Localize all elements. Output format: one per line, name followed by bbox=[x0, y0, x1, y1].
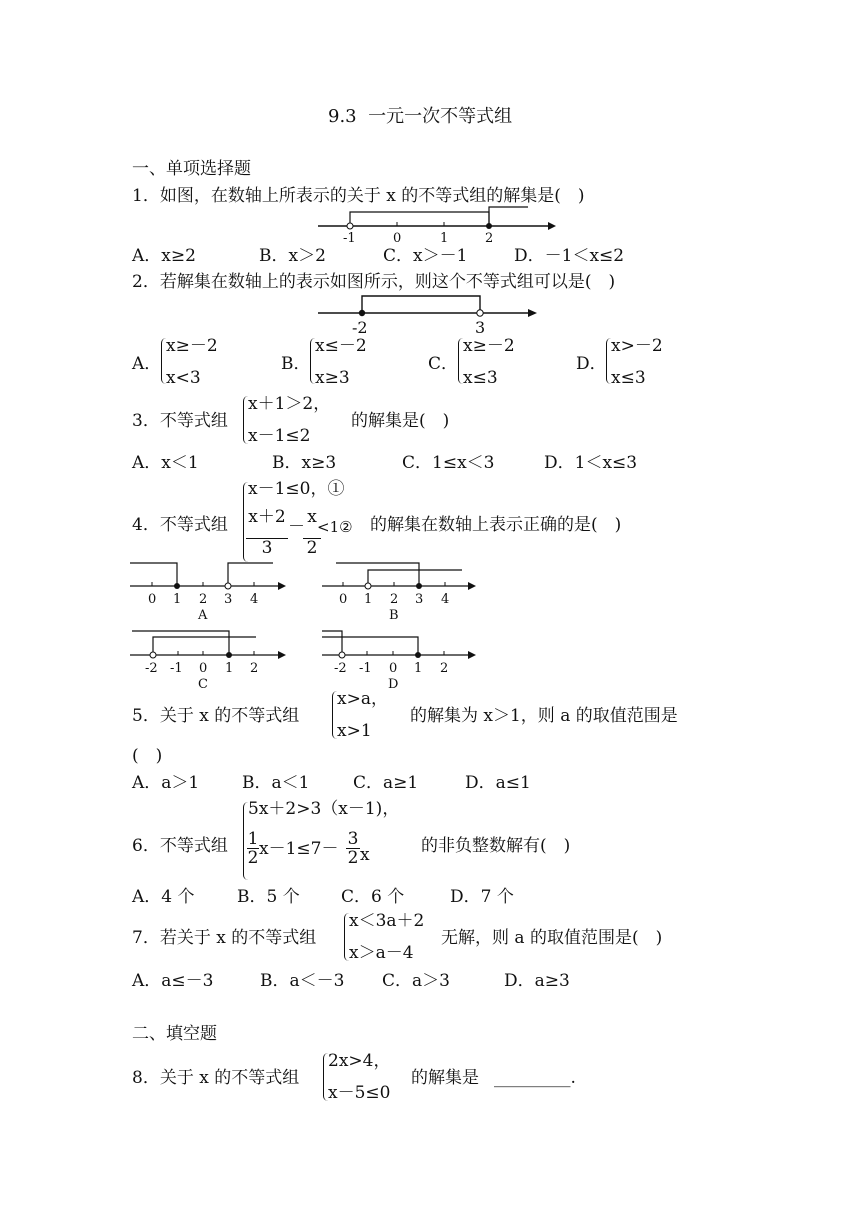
q4-b-tick: 0 bbox=[339, 592, 348, 607]
q3-option-b: B．x≥3 bbox=[272, 453, 337, 473]
q6-option-a: A．4 个 bbox=[132, 887, 195, 907]
page-title: 9.3 一元一次不等式组 bbox=[328, 106, 513, 127]
q4-a-tick: 1 bbox=[173, 592, 182, 607]
q4-d-tick: 2 bbox=[440, 661, 449, 676]
q3-prefix: 3．不等式组 bbox=[132, 411, 228, 431]
q4-c-tick: -2 bbox=[145, 661, 158, 676]
q5-line2: x>1 bbox=[337, 721, 372, 741]
q5-line1: x>a， bbox=[337, 689, 388, 709]
q4-c-tick: 2 bbox=[250, 661, 259, 676]
q2-option-c-label: C． bbox=[428, 354, 459, 374]
q6-line1: 5x＋2>3（x－1)， bbox=[248, 799, 400, 819]
q4-b-tick: 2 bbox=[390, 592, 399, 607]
q6-fraction-1-den: 2 bbox=[247, 848, 259, 868]
q5-option-c: C．a≥1 bbox=[353, 773, 419, 793]
q4-b-tick: 1 bbox=[364, 592, 373, 607]
q4-c-tick: -1 bbox=[170, 661, 183, 676]
q3-option-a: A．x＜1 bbox=[132, 453, 199, 473]
q2-option-b-line2: x≥3 bbox=[315, 368, 350, 388]
q2-tick-label: -2 bbox=[352, 318, 368, 337]
q3-suffix: 的解集是( ) bbox=[351, 411, 450, 431]
q5-option-d: D．a≤1 bbox=[465, 773, 531, 793]
q4-c-tick: 1 bbox=[225, 661, 234, 676]
q5-prefix: 5．关于 x 的不等式组 bbox=[132, 706, 300, 726]
q6-option-d: D．7 个 bbox=[450, 887, 514, 907]
q6-fraction-2-num: 3 bbox=[347, 829, 359, 849]
q1-stem: 1．如图，在数轴上所表示的关于 x 的不等式组的解集是( ) bbox=[132, 186, 585, 206]
section-heading-fill: 二、填空题 bbox=[132, 1024, 217, 1044]
q6-option-c: C．6 个 bbox=[341, 887, 405, 907]
q4-d-tick: 1 bbox=[414, 661, 423, 676]
q8-answer-blank[interactable]: _________. bbox=[494, 1068, 576, 1088]
q8-line2: x－5≤0 bbox=[328, 1083, 391, 1103]
q7-option-d: D．a≥3 bbox=[504, 971, 570, 991]
q1-option-d: D．－1＜x≤2 bbox=[514, 246, 625, 266]
q7-option-a: A．a≤－3 bbox=[132, 971, 214, 991]
q1-tick-label: -1 bbox=[343, 231, 356, 246]
q4-b-tick: 4 bbox=[441, 592, 450, 607]
q4-suffix: 的解集在数轴上表示正确的是( ) bbox=[370, 515, 622, 535]
q8-prefix: 8．关于 x 的不等式组 bbox=[132, 1068, 300, 1088]
q5-paren: ( ) bbox=[132, 746, 163, 766]
q1-tick-label: 1 bbox=[440, 231, 449, 246]
q1-tick-label: 0 bbox=[393, 231, 402, 246]
q2-option-d-label: D． bbox=[576, 354, 607, 374]
q3-option-c: C．1≤x＜3 bbox=[402, 453, 495, 473]
q4-d-tick: -1 bbox=[359, 661, 372, 676]
q1-option-c: C．x＞－1 bbox=[383, 246, 468, 266]
q2-option-b-label: B． bbox=[281, 354, 311, 374]
q6-middle: x－1≤7－ bbox=[259, 839, 339, 859]
q2-option-c-line2: x≤3 bbox=[463, 368, 498, 388]
q1-option-a: A．x≥2 bbox=[132, 246, 196, 266]
q4-tail: <1② bbox=[317, 518, 353, 536]
q7-option-b: B．a＜－3 bbox=[260, 971, 345, 991]
q4-line1: x－1≤0，① bbox=[248, 479, 345, 499]
q4-a-tick: 2 bbox=[199, 592, 208, 607]
q2-option-b-line1: x≤－2 bbox=[315, 336, 367, 356]
q4-diagram-label-d: D bbox=[388, 677, 399, 692]
q3-line1: x＋1＞2， bbox=[248, 394, 331, 414]
q5-suffix: 的解集为 x＞1，则 a 的取值范围是 bbox=[410, 706, 678, 726]
q6-option-b: B．5 个 bbox=[237, 887, 300, 907]
q4-d-tick: -2 bbox=[334, 661, 347, 676]
q7-option-c: C．a＞3 bbox=[382, 971, 450, 991]
q2-tick-label: 3 bbox=[475, 318, 486, 337]
q4-minus: － bbox=[288, 517, 305, 537]
q2-option-d-line1: x>－2 bbox=[611, 336, 663, 356]
q4-fraction-2-den: 2 bbox=[303, 538, 321, 557]
q1-option-b: B．x＞2 bbox=[259, 246, 326, 266]
q4-fraction-2-num: x bbox=[307, 507, 317, 527]
q5-option-b: B．a＜1 bbox=[242, 773, 310, 793]
q4-a-tick: 4 bbox=[250, 592, 259, 607]
q4-prefix: 4．不等式组 bbox=[132, 515, 228, 535]
q5-option-a: A．a＞1 bbox=[132, 773, 200, 793]
q4-diagram-label-a: A bbox=[198, 608, 208, 623]
q2-option-a-line1: x≥－2 bbox=[166, 336, 218, 356]
q4-a-tick: 0 bbox=[148, 592, 157, 607]
q3-line2: x－1≤2 bbox=[248, 426, 311, 446]
q4-fraction-1-den: 3 bbox=[246, 538, 288, 557]
q6-fraction-1-num: 1 bbox=[247, 829, 259, 849]
q2-option-c-line1: x≥－2 bbox=[463, 336, 515, 356]
q6-fraction-2 bbox=[346, 830, 360, 867]
q4-c-tick: 0 bbox=[199, 661, 208, 676]
q4-a-tick: 3 bbox=[224, 592, 233, 607]
q4-fraction-1-num: x＋2 bbox=[248, 507, 286, 527]
q8-line1: 2x>4， bbox=[328, 1051, 391, 1071]
q7-suffix: 无解，则 a 的取值范围是( ) bbox=[441, 928, 663, 948]
q4-diagram-label-b: B bbox=[389, 608, 399, 623]
q2-stem: 2．若解集在数轴上的表示如图所示，则这个不等式组可以是( ) bbox=[132, 272, 616, 292]
q3-option-d: D．1＜x≤3 bbox=[544, 453, 638, 473]
q4-d-tick: 0 bbox=[389, 661, 398, 676]
q6-end: x bbox=[360, 845, 370, 865]
q2-option-a-line2: x<3 bbox=[166, 368, 201, 388]
q4-b-tick: 3 bbox=[415, 592, 424, 607]
q6-suffix: 的非负整数解有( ) bbox=[421, 836, 571, 856]
q6-fraction-1 bbox=[247, 830, 259, 867]
q8-suffix: 的解集是 bbox=[411, 1068, 479, 1088]
section-heading-choice: 一、单项选择题 bbox=[132, 159, 251, 179]
q7-line1: x＜3a＋2 bbox=[349, 911, 425, 931]
q4-diagram-label-c: C bbox=[198, 677, 208, 692]
q2-option-a-label: A． bbox=[132, 354, 162, 374]
q2-option-d-line2: x≤3 bbox=[611, 368, 646, 388]
q7-prefix: 7．若关于 x 的不等式组 bbox=[132, 928, 317, 948]
q1-tick-label: 2 bbox=[485, 231, 494, 246]
q6-prefix: 6．不等式组 bbox=[132, 836, 228, 856]
q7-line2: x＞a－4 bbox=[349, 943, 414, 963]
q6-fraction-2-den: 2 bbox=[347, 848, 359, 868]
